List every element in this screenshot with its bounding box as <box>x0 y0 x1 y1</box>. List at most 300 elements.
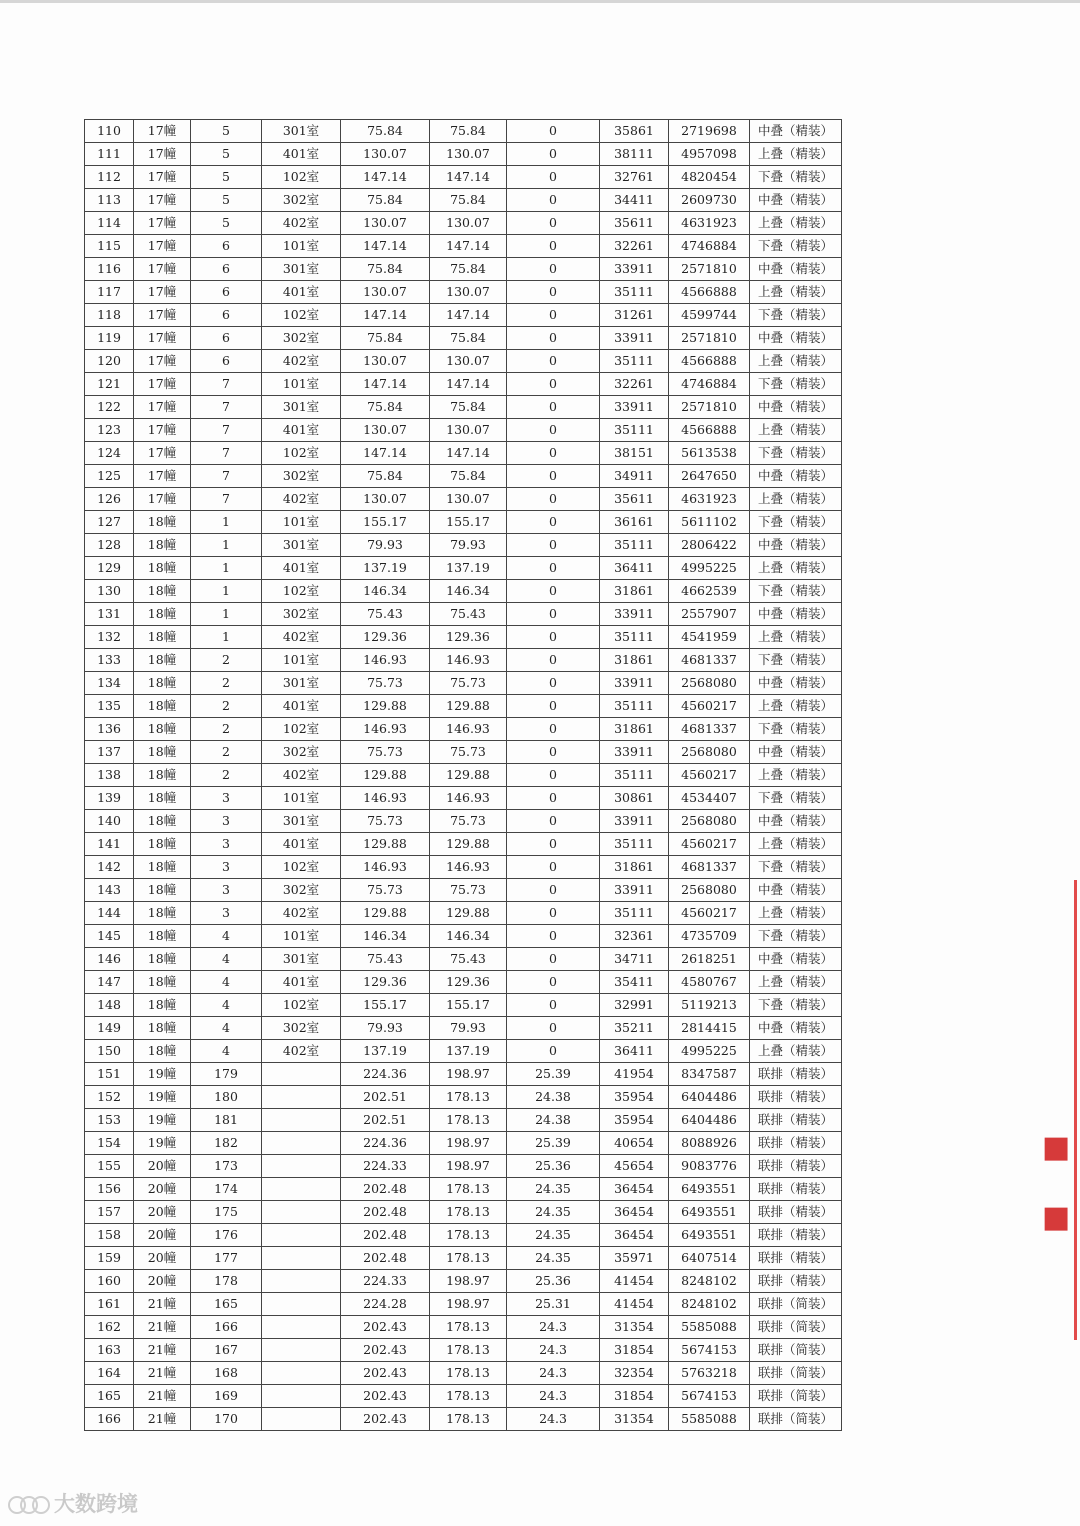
table-row <box>85 672 842 695</box>
area-inner-cell: 129.88 <box>430 833 507 856</box>
total-price-cell: 4735709 <box>669 925 750 948</box>
room-cell: 402室 <box>262 488 341 511</box>
table-row <box>85 189 842 212</box>
unit-cell: 4 <box>191 994 262 1017</box>
building-cell: 18幢 <box>134 879 191 902</box>
area-inner-cell: 178.13 <box>430 1201 507 1224</box>
area-shared-cell: 24.3 <box>507 1362 600 1385</box>
building-cell: 18幢 <box>134 787 191 810</box>
total-price-cell: 4681337 <box>669 856 750 879</box>
table-row <box>85 465 842 488</box>
unit-cell: 5 <box>191 166 262 189</box>
unit-price-cell: 35111 <box>600 534 669 557</box>
area-total-cell: 75.43 <box>341 603 430 626</box>
area-total-cell: 202.43 <box>341 1362 430 1385</box>
room-cell: 102室 <box>262 166 341 189</box>
area-shared-cell: 0 <box>507 948 600 971</box>
row-number-cell: 165 <box>85 1385 134 1408</box>
unit-price-cell: 36411 <box>600 1040 669 1063</box>
row-number-cell: 125 <box>85 465 134 488</box>
building-cell: 17幢 <box>134 143 191 166</box>
row-number-cell: 116 <box>85 258 134 281</box>
total-price-cell: 4957098 <box>669 143 750 166</box>
unit-cell: 1 <box>191 511 262 534</box>
room-cell: 301室 <box>262 948 341 971</box>
row-number-cell: 112 <box>85 166 134 189</box>
area-inner-cell: 75.84 <box>430 120 507 143</box>
total-price-cell: 2557907 <box>669 603 750 626</box>
unit-price-cell: 36454 <box>600 1201 669 1224</box>
type-cell: 上叠（精装） <box>750 212 842 235</box>
table-row <box>85 1316 842 1339</box>
area-inner-cell: 75.84 <box>430 189 507 212</box>
row-number-cell: 148 <box>85 994 134 1017</box>
type-cell: 上叠（精装） <box>750 971 842 994</box>
unit-cell: 177 <box>191 1247 262 1270</box>
type-cell: 下叠（精装） <box>750 925 842 948</box>
unit-cell: 174 <box>191 1178 262 1201</box>
table-row <box>85 143 842 166</box>
area-inner-cell: 137.19 <box>430 557 507 580</box>
table-row <box>85 1132 842 1155</box>
table-row <box>85 1201 842 1224</box>
unit-cell: 3 <box>191 902 262 925</box>
total-price-cell: 2568080 <box>669 741 750 764</box>
total-price-cell: 5611102 <box>669 511 750 534</box>
unit-cell: 166 <box>191 1316 262 1339</box>
area-inner-cell: 147.14 <box>430 304 507 327</box>
area-total-cell: 130.07 <box>341 350 430 373</box>
total-price-cell: 6493551 <box>669 1224 750 1247</box>
building-cell: 21幢 <box>134 1385 191 1408</box>
area-total-cell: 224.33 <box>341 1270 430 1293</box>
unit-cell: 176 <box>191 1224 262 1247</box>
building-cell: 17幢 <box>134 212 191 235</box>
total-price-cell: 4566888 <box>669 350 750 373</box>
top-scan-edge <box>0 0 1080 3</box>
room-cell <box>262 1247 341 1270</box>
type-cell: 上叠（精装） <box>750 902 842 925</box>
area-shared-cell: 0 <box>507 833 600 856</box>
unit-price-cell: 31861 <box>600 718 669 741</box>
area-total-cell: 75.84 <box>341 258 430 281</box>
row-number-cell: 135 <box>85 695 134 718</box>
unit-price-cell: 34711 <box>600 948 669 971</box>
type-cell: 上叠（精装） <box>750 419 842 442</box>
unit-price-cell: 31854 <box>600 1339 669 1362</box>
total-price-cell: 5585088 <box>669 1408 750 1431</box>
unit-cell: 4 <box>191 1017 262 1040</box>
row-number-cell: 150 <box>85 1040 134 1063</box>
unit-price-cell: 35971 <box>600 1247 669 1270</box>
area-shared-cell: 0 <box>507 1017 600 1040</box>
unit-cell: 3 <box>191 879 262 902</box>
unit-price-cell: 30861 <box>600 787 669 810</box>
building-cell: 18幢 <box>134 764 191 787</box>
type-cell: 中叠（精装） <box>750 534 842 557</box>
total-price-cell: 8088926 <box>669 1132 750 1155</box>
total-price-cell: 4631923 <box>669 488 750 511</box>
area-shared-cell: 0 <box>507 971 600 994</box>
building-cell: 20幢 <box>134 1201 191 1224</box>
area-shared-cell: 0 <box>507 672 600 695</box>
area-total-cell: 130.07 <box>341 143 430 166</box>
building-cell: 18幢 <box>134 718 191 741</box>
total-price-cell: 4566888 <box>669 281 750 304</box>
unit-price-cell: 35111 <box>600 833 669 856</box>
area-inner-cell: 178.13 <box>430 1316 507 1339</box>
area-inner-cell: 198.97 <box>430 1132 507 1155</box>
room-cell: 101室 <box>262 787 341 810</box>
area-shared-cell: 0 <box>507 350 600 373</box>
unit-price-cell: 32761 <box>600 166 669 189</box>
type-cell: 联排（精装） <box>750 1201 842 1224</box>
unit-cell: 165 <box>191 1293 262 1316</box>
area-inner-cell: 146.93 <box>430 718 507 741</box>
room-cell: 102室 <box>262 718 341 741</box>
building-cell: 20幢 <box>134 1155 191 1178</box>
area-inner-cell: 75.73 <box>430 672 507 695</box>
row-number-cell: 142 <box>85 856 134 879</box>
building-cell: 17幢 <box>134 166 191 189</box>
type-cell: 联排（精装） <box>750 1224 842 1247</box>
unit-cell: 2 <box>191 695 262 718</box>
type-cell: 中叠（精装） <box>750 1017 842 1040</box>
unit-cell: 7 <box>191 442 262 465</box>
row-number-cell: 155 <box>85 1155 134 1178</box>
unit-cell: 2 <box>191 718 262 741</box>
table-body <box>85 120 842 1431</box>
unit-price-cell: 31861 <box>600 856 669 879</box>
row-number-cell: 147 <box>85 971 134 994</box>
building-cell: 17幢 <box>134 465 191 488</box>
area-total-cell: 75.84 <box>341 396 430 419</box>
table-row <box>85 1040 842 1063</box>
unit-price-cell: 35111 <box>600 350 669 373</box>
building-cell: 18幢 <box>134 580 191 603</box>
unit-cell: 6 <box>191 235 262 258</box>
unit-price-cell: 32361 <box>600 925 669 948</box>
building-cell: 19幢 <box>134 1109 191 1132</box>
table-row <box>85 718 842 741</box>
row-number-cell: 123 <box>85 419 134 442</box>
room-cell <box>262 1316 341 1339</box>
table-row <box>85 741 842 764</box>
room-cell: 301室 <box>262 396 341 419</box>
area-shared-cell: 0 <box>507 304 600 327</box>
area-total-cell: 202.43 <box>341 1316 430 1339</box>
area-shared-cell: 0 <box>507 120 600 143</box>
unit-price-cell: 33911 <box>600 741 669 764</box>
area-shared-cell: 24.35 <box>507 1178 600 1201</box>
area-inner-cell: 130.07 <box>430 350 507 373</box>
area-shared-cell: 0 <box>507 534 600 557</box>
area-shared-cell: 25.36 <box>507 1155 600 1178</box>
area-inner-cell: 178.13 <box>430 1385 507 1408</box>
table-row <box>85 350 842 373</box>
room-cell: 302室 <box>262 741 341 764</box>
total-price-cell: 2568080 <box>669 810 750 833</box>
room-cell: 402室 <box>262 764 341 787</box>
area-total-cell: 129.88 <box>341 764 430 787</box>
unit-cell: 182 <box>191 1132 262 1155</box>
table-row <box>85 971 842 994</box>
type-cell: 上叠（精装） <box>750 764 842 787</box>
row-number-cell: 128 <box>85 534 134 557</box>
unit-price-cell: 35111 <box>600 902 669 925</box>
total-price-cell: 2571810 <box>669 396 750 419</box>
row-number-cell: 133 <box>85 649 134 672</box>
area-shared-cell: 0 <box>507 442 600 465</box>
type-cell: 联排（简装） <box>750 1362 842 1385</box>
total-price-cell: 2609730 <box>669 189 750 212</box>
room-cell <box>262 1201 341 1224</box>
unit-cell: 7 <box>191 396 262 419</box>
building-cell: 20幢 <box>134 1247 191 1270</box>
total-price-cell: 9083776 <box>669 1155 750 1178</box>
unit-cell: 169 <box>191 1385 262 1408</box>
unit-price-cell: 32354 <box>600 1362 669 1385</box>
area-shared-cell: 24.3 <box>507 1316 600 1339</box>
unit-price-cell: 33911 <box>600 810 669 833</box>
room-cell: 101室 <box>262 511 341 534</box>
unit-cell: 7 <box>191 419 262 442</box>
total-price-cell: 4541959 <box>669 626 750 649</box>
area-total-cell: 129.88 <box>341 833 430 856</box>
area-shared-cell: 25.31 <box>507 1293 600 1316</box>
type-cell: 中叠（精装） <box>750 120 842 143</box>
area-shared-cell: 0 <box>507 764 600 787</box>
table-row <box>85 1178 842 1201</box>
area-shared-cell: 0 <box>507 166 600 189</box>
row-number-cell: 119 <box>85 327 134 350</box>
unit-price-cell: 41954 <box>600 1063 669 1086</box>
type-cell: 下叠（精装） <box>750 511 842 534</box>
area-total-cell: 146.93 <box>341 856 430 879</box>
unit-cell: 4 <box>191 925 262 948</box>
unit-price-cell: 38111 <box>600 143 669 166</box>
building-cell: 20幢 <box>134 1270 191 1293</box>
unit-price-cell: 33911 <box>600 396 669 419</box>
unit-price-cell: 35211 <box>600 1017 669 1040</box>
area-total-cell: 75.84 <box>341 189 430 212</box>
total-price-cell: 4580767 <box>669 971 750 994</box>
area-total-cell: 129.36 <box>341 971 430 994</box>
area-shared-cell: 0 <box>507 419 600 442</box>
area-shared-cell: 0 <box>507 557 600 580</box>
type-cell: 下叠（精装） <box>750 649 842 672</box>
unit-price-cell: 35861 <box>600 120 669 143</box>
row-number-cell: 120 <box>85 350 134 373</box>
row-number-cell: 124 <box>85 442 134 465</box>
unit-cell: 7 <box>191 373 262 396</box>
area-inner-cell: 198.97 <box>430 1063 507 1086</box>
row-number-cell: 145 <box>85 925 134 948</box>
area-inner-cell: 75.73 <box>430 741 507 764</box>
type-cell: 下叠（精装） <box>750 718 842 741</box>
total-price-cell: 2571810 <box>669 327 750 350</box>
row-number-cell: 132 <box>85 626 134 649</box>
table-row <box>85 1385 842 1408</box>
row-number-cell: 161 <box>85 1293 134 1316</box>
table-row <box>85 235 842 258</box>
row-number-cell: 129 <box>85 557 134 580</box>
row-number-cell: 157 <box>85 1201 134 1224</box>
area-inner-cell: 129.36 <box>430 971 507 994</box>
unit-price-cell: 33911 <box>600 258 669 281</box>
area-shared-cell: 25.39 <box>507 1063 600 1086</box>
room-cell: 102室 <box>262 304 341 327</box>
row-number-cell: 152 <box>85 1086 134 1109</box>
table-row <box>85 764 842 787</box>
building-cell: 19幢 <box>134 1063 191 1086</box>
room-cell: 301室 <box>262 672 341 695</box>
area-total-cell: 146.93 <box>341 649 430 672</box>
building-cell: 18幢 <box>134 511 191 534</box>
table-row <box>85 1017 842 1040</box>
area-inner-cell: 178.13 <box>430 1109 507 1132</box>
red-seal-glyph: ■ <box>1042 1130 1071 1165</box>
building-cell: 18幢 <box>134 695 191 718</box>
row-number-cell: 153 <box>85 1109 134 1132</box>
type-cell: 下叠（精装） <box>750 166 842 189</box>
area-total-cell: 224.33 <box>341 1155 430 1178</box>
building-cell: 21幢 <box>134 1339 191 1362</box>
room-cell: 402室 <box>262 350 341 373</box>
total-price-cell: 6493551 <box>669 1201 750 1224</box>
area-inner-cell: 79.93 <box>430 534 507 557</box>
table-row <box>85 833 842 856</box>
room-cell: 401室 <box>262 419 341 442</box>
row-number-cell: 160 <box>85 1270 134 1293</box>
unit-price-cell: 40654 <box>600 1132 669 1155</box>
building-cell: 18幢 <box>134 649 191 672</box>
table-row <box>85 1086 842 1109</box>
type-cell: 联排（精装） <box>750 1063 842 1086</box>
area-shared-cell: 24.38 <box>507 1086 600 1109</box>
area-total-cell: 146.34 <box>341 580 430 603</box>
building-cell: 19幢 <box>134 1086 191 1109</box>
row-number-cell: 122 <box>85 396 134 419</box>
area-shared-cell: 24.3 <box>507 1339 600 1362</box>
area-total-cell: 202.48 <box>341 1224 430 1247</box>
price-list-table <box>84 119 841 1431</box>
area-shared-cell: 24.3 <box>507 1408 600 1431</box>
unit-price-cell: 31861 <box>600 580 669 603</box>
total-price-cell: 2719698 <box>669 120 750 143</box>
unit-cell: 4 <box>191 1040 262 1063</box>
total-price-cell: 4662539 <box>669 580 750 603</box>
unit-price-cell: 31261 <box>600 304 669 327</box>
type-cell: 上叠（精装） <box>750 626 842 649</box>
area-inner-cell: 146.93 <box>430 649 507 672</box>
type-cell: 中叠（精装） <box>750 603 842 626</box>
type-cell: 联排（精装） <box>750 1178 842 1201</box>
building-cell: 17幢 <box>134 304 191 327</box>
room-cell: 301室 <box>262 120 341 143</box>
area-total-cell: 130.07 <box>341 281 430 304</box>
unit-cell: 173 <box>191 1155 262 1178</box>
building-cell: 18幢 <box>134 1017 191 1040</box>
row-number-cell: 136 <box>85 718 134 741</box>
total-price-cell: 4560217 <box>669 902 750 925</box>
area-shared-cell: 24.35 <box>507 1201 600 1224</box>
table-row <box>85 925 842 948</box>
building-cell: 17幢 <box>134 488 191 511</box>
area-inner-cell: 198.97 <box>430 1293 507 1316</box>
unit-cell: 4 <box>191 948 262 971</box>
total-price-cell: 4681337 <box>669 718 750 741</box>
unit-price-cell: 36161 <box>600 511 669 534</box>
table-row <box>85 511 842 534</box>
area-shared-cell: 0 <box>507 856 600 879</box>
table-row <box>85 580 842 603</box>
unit-price-cell: 36454 <box>600 1178 669 1201</box>
unit-price-cell: 41454 <box>600 1293 669 1316</box>
area-total-cell: 146.34 <box>341 925 430 948</box>
area-inner-cell: 178.13 <box>430 1178 507 1201</box>
table-row <box>85 603 842 626</box>
unit-cell: 170 <box>191 1408 262 1431</box>
unit-cell: 167 <box>191 1339 262 1362</box>
room-cell: 402室 <box>262 902 341 925</box>
table-row <box>85 327 842 350</box>
building-cell: 18幢 <box>134 557 191 580</box>
row-number-cell: 110 <box>85 120 134 143</box>
unit-price-cell: 33911 <box>600 603 669 626</box>
total-price-cell: 5585088 <box>669 1316 750 1339</box>
unit-cell: 5 <box>191 189 262 212</box>
row-number-cell: 113 <box>85 189 134 212</box>
room-cell: 102室 <box>262 994 341 1017</box>
type-cell: 中叠（精装） <box>750 189 842 212</box>
type-cell: 中叠（精装） <box>750 327 842 350</box>
building-cell: 20幢 <box>134 1178 191 1201</box>
unit-cell: 5 <box>191 143 262 166</box>
type-cell: 下叠（精装） <box>750 304 842 327</box>
area-inner-cell: 147.14 <box>430 166 507 189</box>
table-row <box>85 557 842 580</box>
total-price-cell: 2568080 <box>669 672 750 695</box>
area-shared-cell: 0 <box>507 810 600 833</box>
unit-price-cell: 31354 <box>600 1408 669 1431</box>
unit-price-cell: 35954 <box>600 1109 669 1132</box>
table-row <box>85 626 842 649</box>
area-shared-cell: 25.36 <box>507 1270 600 1293</box>
building-cell: 17幢 <box>134 258 191 281</box>
watermark <box>8 1488 138 1518</box>
table-row <box>85 902 842 925</box>
area-total-cell: 146.93 <box>341 787 430 810</box>
total-price-cell: 4560217 <box>669 833 750 856</box>
building-cell: 21幢 <box>134 1408 191 1431</box>
area-inner-cell: 146.34 <box>430 925 507 948</box>
area-inner-cell: 146.93 <box>430 856 507 879</box>
row-number-cell: 163 <box>85 1339 134 1362</box>
area-total-cell: 224.36 <box>341 1063 430 1086</box>
area-shared-cell: 24.3 <box>507 1385 600 1408</box>
type-cell: 上叠（精装） <box>750 281 842 304</box>
area-inner-cell: 75.84 <box>430 327 507 350</box>
unit-cell: 178 <box>191 1270 262 1293</box>
type-cell: 下叠（精装） <box>750 580 842 603</box>
unit-cell: 181 <box>191 1109 262 1132</box>
table-row <box>85 166 842 189</box>
area-shared-cell: 0 <box>507 373 600 396</box>
unit-cell: 1 <box>191 534 262 557</box>
type-cell: 下叠（精装） <box>750 373 842 396</box>
area-inner-cell: 130.07 <box>430 419 507 442</box>
